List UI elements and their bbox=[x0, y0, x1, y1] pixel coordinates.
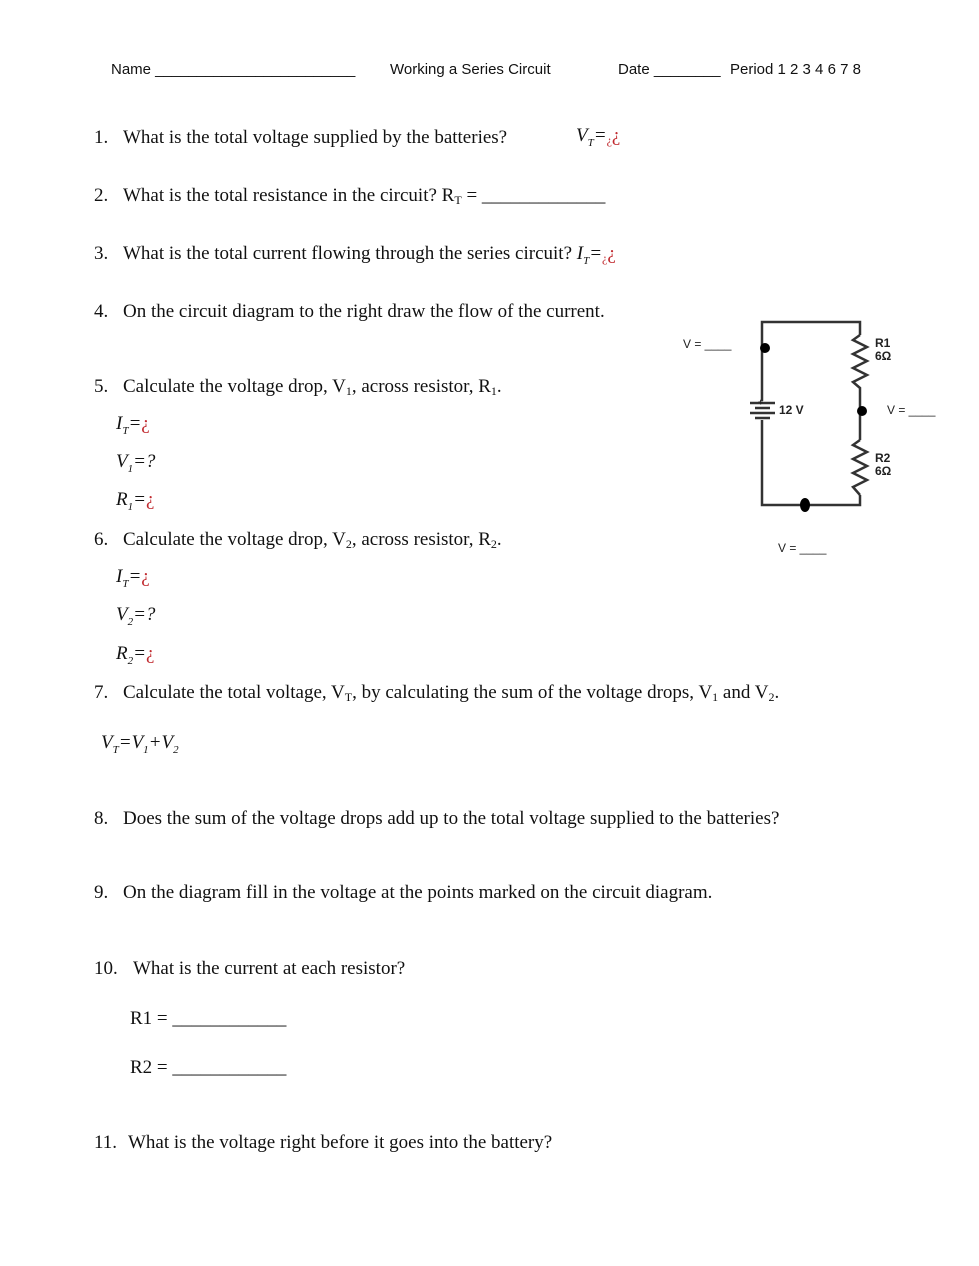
worksheet-title: Working a Series Circuit bbox=[390, 61, 551, 78]
battery-label: 12 V bbox=[779, 403, 804, 417]
voltage-mid-label: V = ____ bbox=[887, 403, 936, 417]
period-field: Period 1 2 3 4 6 7 8 bbox=[730, 61, 861, 78]
node-mid bbox=[857, 406, 867, 416]
question-3: 3. What is the total current flowing through the series circuit? $I_T=_¿¿$ bbox=[94, 243, 616, 267]
name-field: Name ________________________ bbox=[111, 61, 356, 78]
voltage-top-label: V = ____ bbox=[683, 337, 732, 351]
formula-v1: $V_1=$? bbox=[116, 451, 156, 475]
formula-v2: $V_2=$? bbox=[116, 604, 156, 628]
question-8: 8. Does the sum of the voltage drops add up to the total voltage supplied to the batteries? bbox=[94, 808, 780, 829]
node-top bbox=[760, 343, 770, 353]
r2-label: R2 6Ω bbox=[875, 451, 892, 478]
date-field: Date ________ bbox=[618, 61, 721, 78]
formula-it-2: $I_T=¿$ bbox=[116, 566, 150, 590]
question-7: 7. Calculate the total voltage, $V_T$, by calculating the sum of the voltage drops, $V_1$ and $V_2$. bbox=[94, 682, 780, 704]
question-11: 11. What is the voltage right before it goes into the battery? bbox=[94, 1132, 553, 1153]
voltage-bottom-label: V = ____ bbox=[778, 541, 827, 555]
question-2: 2. What is the total resistance in the circuit? $R_T$ = _____________ bbox=[94, 185, 606, 207]
question-1: 1. What is the total voltage supplied by the batteries? bbox=[94, 127, 508, 148]
wire-bottom bbox=[762, 420, 860, 505]
formula-it: $I_T=¿$ bbox=[116, 413, 150, 437]
formula-vt: $V_T=_¿¿$ bbox=[576, 125, 621, 149]
question-9: 9. On the diagram fill in the voltage at the points marked on the circuit diagram. bbox=[94, 882, 713, 903]
wire-top bbox=[762, 322, 860, 401]
resistor-r2 bbox=[853, 440, 867, 495]
formula-sum: $V_T=V_1+V_2$ bbox=[101, 732, 179, 756]
question-6: 6. Calculate the voltage drop, $V_2$, across resistor, $R_2$. bbox=[94, 529, 502, 551]
formula-r2: $R_2=¿$ bbox=[116, 643, 155, 667]
question-10: 10. What is the current at each resistor? bbox=[94, 958, 406, 979]
resistor-r1 bbox=[853, 335, 867, 440]
answer-r1: R1 = ____________ bbox=[130, 1008, 287, 1029]
question-4: 4. On the circuit diagram to the right draw the flow of the current. bbox=[94, 301, 605, 322]
r1-label: R1 6Ω bbox=[875, 336, 892, 363]
battery-plus: + bbox=[758, 397, 764, 407]
formula-r1: $R_1=¿$ bbox=[116, 489, 155, 513]
answer-r2: R2 = ____________ bbox=[130, 1057, 287, 1078]
question-5: 5. Calculate the voltage drop, $V_1$, across resistor, $R_1$. bbox=[94, 376, 502, 398]
node-bottom bbox=[800, 498, 810, 512]
